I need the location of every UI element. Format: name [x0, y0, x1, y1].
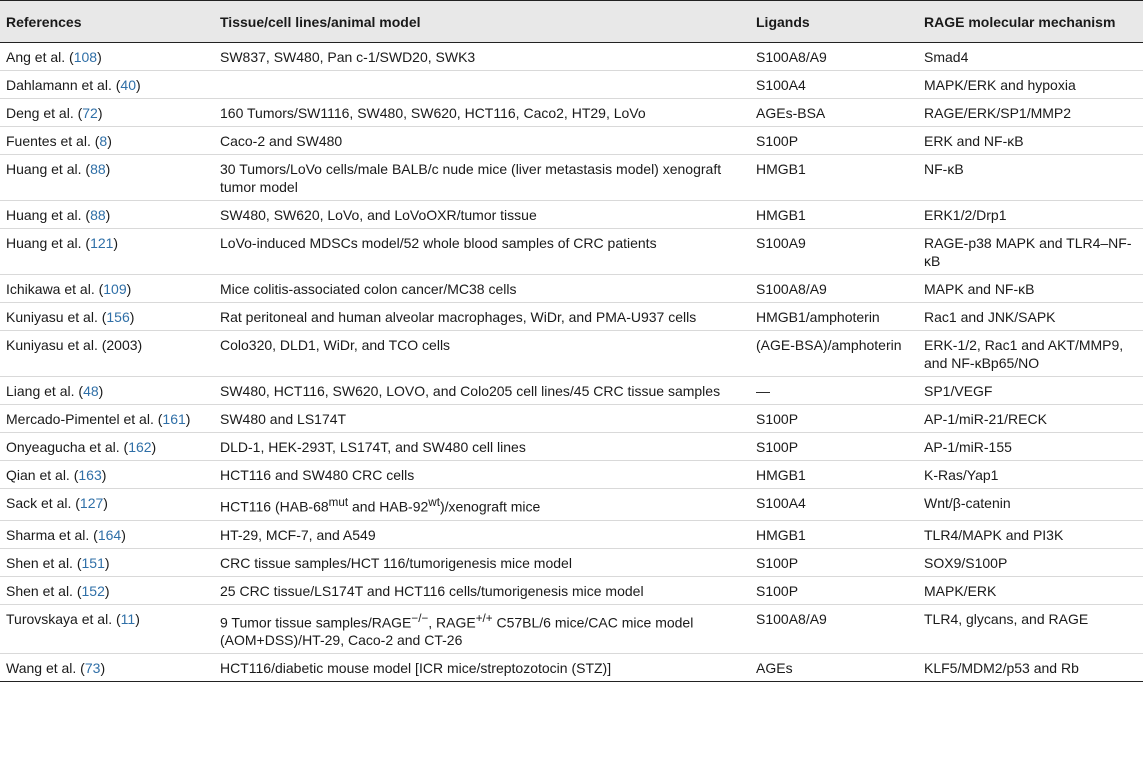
reference-close: ) — [101, 467, 107, 483]
reference-close: ) — [104, 554, 110, 571]
reference-cell — [0, 303, 214, 331]
reference-cell — [0, 520, 214, 548]
ligands-cell: S100A4 — [750, 71, 918, 99]
mechanism-cell: MAPK and NF-κB — [918, 275, 1143, 303]
reference-close: ) — [185, 411, 191, 427]
reference-close: ) — [129, 309, 135, 325]
ligands-cell: S100A8/A9 — [750, 275, 918, 303]
mechanism-cell: K-Ras/Yap1 — [918, 461, 1143, 489]
ligands-cell: HMGB1 — [750, 520, 918, 548]
reference-number-link[interactable]: 88 — [90, 207, 106, 223]
reference-author: Liang et al. ( — [6, 383, 84, 399]
mechanism-cell: ERK and NF-κB — [918, 127, 1143, 155]
reference-number-link[interactable]: 151 — [81, 554, 105, 571]
reference-number-link[interactable]: 163 — [78, 467, 102, 483]
ligands-cell: HMGB1 — [750, 461, 918, 489]
tissue-text-part: 9 Tumor tissue samples/RAGE — [220, 614, 412, 631]
table-row — [0, 71, 1143, 99]
tissue-superscript: mut — [328, 496, 349, 509]
reference-number-link[interactable]: 152 — [81, 582, 105, 599]
tissue-text-part: C57BL/6 mice/CAC mice model (AOM+DSS)/HT-29, Caco-2 and CT-26 — [220, 614, 694, 649]
mechanism-cell: TLR4/MAPK and PI3K — [918, 520, 1143, 548]
mechanism-cell: AP-1/miR-155 — [918, 433, 1143, 461]
reference-author: Ichikawa et al. ( — [6, 281, 104, 297]
reference-close: ) — [135, 77, 141, 93]
ligands-cell: — — [750, 377, 918, 405]
tissue-cell — [214, 71, 750, 99]
reference-cell — [0, 43, 214, 71]
reference-number-link[interactable]: 40 — [120, 77, 136, 93]
table-row — [0, 201, 1143, 229]
reference-close: ) — [104, 582, 110, 599]
ligands-cell: HMGB1 — [750, 201, 918, 229]
header-ligands: Ligands — [750, 1, 918, 43]
reference-close: ) — [121, 526, 126, 543]
mechanism-cell: ERK-1/2, Rac1 and AKT/MMP9, and NF-κBp65/NO — [918, 331, 1143, 377]
ligands-cell: S100P — [750, 127, 918, 155]
mechanism-cell: RAGE-p38 MAPK and TLR4–NF-κB — [918, 229, 1143, 275]
table-row — [0, 604, 1143, 654]
reference-author: Fuentes et al. ( — [6, 133, 100, 149]
reference-author: Mercado-Pimentel et al. ( — [6, 411, 163, 427]
tissue-text-part: and HAB-92 — [348, 498, 429, 515]
reference-close: ) — [100, 660, 106, 677]
reference-author: Huang et al. ( — [6, 235, 91, 251]
table-row — [0, 331, 1143, 377]
reference-author: Kuniyasu et al. ( — [6, 309, 107, 325]
reference-author: Shen et al. ( — [6, 582, 82, 599]
ligands-cell: S100P — [750, 548, 918, 576]
table-row — [0, 155, 1143, 201]
reference-cell — [0, 433, 214, 461]
tissue-cell: CRC tissue samples/HCT 116/tumorigenesis mice model — [214, 548, 750, 576]
table-row — [0, 43, 1143, 71]
table-body — [0, 43, 1143, 682]
table-row — [0, 275, 1143, 303]
reference-author: Wang et al. ( — [6, 660, 85, 677]
reference-author: Kuniyasu et al. (2003) — [6, 337, 143, 353]
reference-number-link[interactable]: 11 — [120, 610, 136, 627]
table-row — [0, 229, 1143, 275]
reference-author: Turovskaya et al. ( — [6, 610, 121, 627]
mechanism-cell: Smad4 — [918, 43, 1143, 71]
tissue-superscript: wt — [428, 496, 440, 509]
reference-author: Onyeagucha et al. ( — [6, 439, 129, 455]
mechanism-cell: NF-κB — [918, 155, 1143, 201]
reference-close: ) — [135, 610, 140, 627]
reference-close: ) — [151, 439, 157, 455]
reference-number-link[interactable]: 73 — [84, 660, 101, 677]
reference-number-link[interactable]: 108 — [73, 49, 98, 65]
table-row — [0, 654, 1143, 682]
reference-number-link[interactable]: 88 — [90, 161, 106, 177]
reference-close: ) — [98, 383, 104, 399]
reference-author: Huang et al. ( — [6, 161, 91, 177]
reference-cell — [0, 275, 214, 303]
ligands-cell: S100A9 — [750, 229, 918, 275]
mechanism-cell: MAPK/ERK — [918, 576, 1143, 604]
table-row — [0, 461, 1143, 489]
reference-number-link[interactable]: 121 — [90, 235, 114, 251]
ligands-cell: S100P — [750, 405, 918, 433]
tissue-cell: Mice colitis-associated colon cancer/MC38 cells — [214, 275, 750, 303]
tissue-cell: DLD-1, HEK-293T, LS174T, and SW480 cell lines — [214, 433, 750, 461]
reference-cell — [0, 405, 214, 433]
mechanism-cell: MAPK/ERK and hypoxia — [918, 71, 1143, 99]
mechanism-cell: KLF5/MDM2/p53 and Rb — [918, 654, 1143, 682]
reference-close: ) — [105, 207, 111, 223]
header-tissue: Tissue/cell lines/animal model — [214, 1, 750, 43]
ligands-cell: HMGB1 — [750, 155, 918, 201]
table-header — [0, 1, 1143, 43]
reference-cell — [0, 155, 214, 201]
ligands-cell: S100P — [750, 433, 918, 461]
tissue-cell: SW480, SW620, LoVo, and LoVoOXR/tumor tissue — [214, 201, 750, 229]
reference-cell — [0, 604, 214, 654]
mechanism-cell: RAGE/ERK/SP1/MMP2 — [918, 99, 1143, 127]
table-row — [0, 548, 1143, 576]
reference-number-link[interactable]: 109 — [103, 281, 127, 297]
ligands-cell: AGEs — [750, 654, 918, 682]
tissue-cell: SW837, SW480, Pan c-1/SWD20, SWK3 — [214, 43, 750, 71]
reference-number-link[interactable]: 127 — [79, 495, 104, 511]
mechanism-cell: SOX9/S100P — [918, 548, 1143, 576]
tissue-cell — [214, 489, 750, 521]
reference-cell — [0, 654, 214, 682]
reference-number-link[interactable]: 161 — [162, 411, 186, 427]
tissue-cell: HCT116 and SW480 CRC cells — [214, 461, 750, 489]
tissue-cell: Colo320, DLD1, WiDr, and TCO cells — [214, 331, 750, 377]
reference-close: ) — [97, 49, 102, 65]
reference-cell — [0, 548, 214, 576]
ligands-cell: S100A8/A9 — [750, 604, 918, 654]
reference-cell — [0, 489, 214, 521]
tissue-superscript: +/+ — [475, 611, 493, 625]
mechanism-cell: Wnt/β-catenin — [918, 489, 1143, 521]
reference-number-link[interactable]: 48 — [83, 383, 99, 399]
reference-cell — [0, 201, 214, 229]
reference-cell — [0, 71, 214, 99]
ligands-cell: AGEs-BSA — [750, 99, 918, 127]
mechanism-cell: TLR4, glycans, and RAGE — [918, 604, 1143, 654]
tissue-cell: LoVo-induced MDSCs model/52 whole blood samples of CRC patients — [214, 229, 750, 275]
mechanism-cell: ERK1/2/Drp1 — [918, 201, 1143, 229]
tissue-text-part: , RAGE — [428, 614, 476, 631]
reference-author: Sharma et al. ( — [6, 526, 98, 543]
table-row — [0, 377, 1143, 405]
header-references: References — [0, 1, 214, 43]
reference-close: ) — [97, 105, 103, 121]
tissue-text-part: )/xenograft mice — [439, 498, 541, 515]
reference-number-link[interactable]: 164 — [97, 526, 122, 543]
tissue-cell — [214, 604, 750, 654]
ligands-cell: S100A4 — [750, 489, 918, 521]
table-row — [0, 520, 1143, 548]
reference-author: Ang et al. ( — [6, 49, 74, 65]
reference-cell — [0, 99, 214, 127]
tissue-cell: HT-29, MCF-7, and A549 — [214, 520, 750, 548]
mechanism-cell: SP1/VEGF — [918, 377, 1143, 405]
tissue-cell: Caco-2 and SW480 — [214, 127, 750, 155]
table-row — [0, 303, 1143, 331]
reference-cell — [0, 229, 214, 275]
tissue-text-part: HCT116 (HAB-68 — [220, 498, 329, 515]
reference-number-link[interactable]: 72 — [82, 105, 98, 121]
ligands-cell: (AGE-BSA)/amphoterin — [750, 331, 918, 377]
reference-author: Sack et al. ( — [6, 495, 80, 511]
table-row — [0, 127, 1143, 155]
reference-cell — [0, 377, 214, 405]
reference-number-link[interactable]: 8 — [99, 133, 108, 149]
reference-cell — [0, 127, 214, 155]
reference-cell — [0, 331, 214, 377]
reference-number-link[interactable]: 162 — [128, 439, 152, 455]
ligands-cell: S100A8/A9 — [750, 43, 918, 71]
tissue-cell: 160 Tumors/SW1116, SW480, SW620, HCT116, Caco2, HT29, LoVo — [214, 99, 750, 127]
table-row — [0, 405, 1143, 433]
table-row — [0, 433, 1143, 461]
reference-close: ) — [107, 133, 112, 149]
mechanism-cell: AP-1/miR-21/RECK — [918, 405, 1143, 433]
reference-author: Qian et al. ( — [6, 467, 79, 483]
reference-author: Dahlamann et al. ( — [6, 77, 121, 93]
tissue-cell: 30 Tumors/LoVo cells/male BALB/c nude mice (liver metastasis model) xenograft tumor model — [214, 155, 750, 201]
reference-number-link[interactable]: 156 — [106, 309, 130, 325]
table-row — [0, 576, 1143, 604]
ligands-cell: HMGB1/amphoterin — [750, 303, 918, 331]
reference-author: Huang et al. ( — [6, 207, 91, 223]
reference-cell — [0, 576, 214, 604]
tissue-cell: SW480, HCT116, SW620, LOVO, and Colo205 cell lines/45 CRC tissue samples — [214, 377, 750, 405]
header-mechanism: RAGE molecular mechanism — [918, 1, 1143, 43]
tissue-superscript: −/− — [411, 611, 429, 625]
reference-close: ) — [103, 495, 108, 511]
reference-close: ) — [126, 281, 132, 297]
reference-close: ) — [113, 235, 119, 251]
tissue-cell: HCT116/diabetic mouse model [ICR mice/streptozotocin (STZ)] — [214, 654, 750, 682]
header-row — [0, 1, 1143, 43]
reference-author: Deng et al. ( — [6, 105, 83, 121]
reference-close: ) — [105, 161, 111, 177]
mechanism-cell: Rac1 and JNK/SAPK — [918, 303, 1143, 331]
tissue-cell: SW480 and LS174T — [214, 405, 750, 433]
table-row — [0, 489, 1143, 521]
reference-cell — [0, 461, 214, 489]
ligands-cell: S100P — [750, 576, 918, 604]
table-row — [0, 99, 1143, 127]
tissue-cell: Rat peritoneal and human alveolar macrophages, WiDr, and PMA-U937 cells — [214, 303, 750, 331]
tissue-cell: 25 CRC tissue/LS174T and HCT116 cells/tumorigenesis mice model — [214, 576, 750, 604]
reference-author: Shen et al. ( — [6, 554, 82, 571]
